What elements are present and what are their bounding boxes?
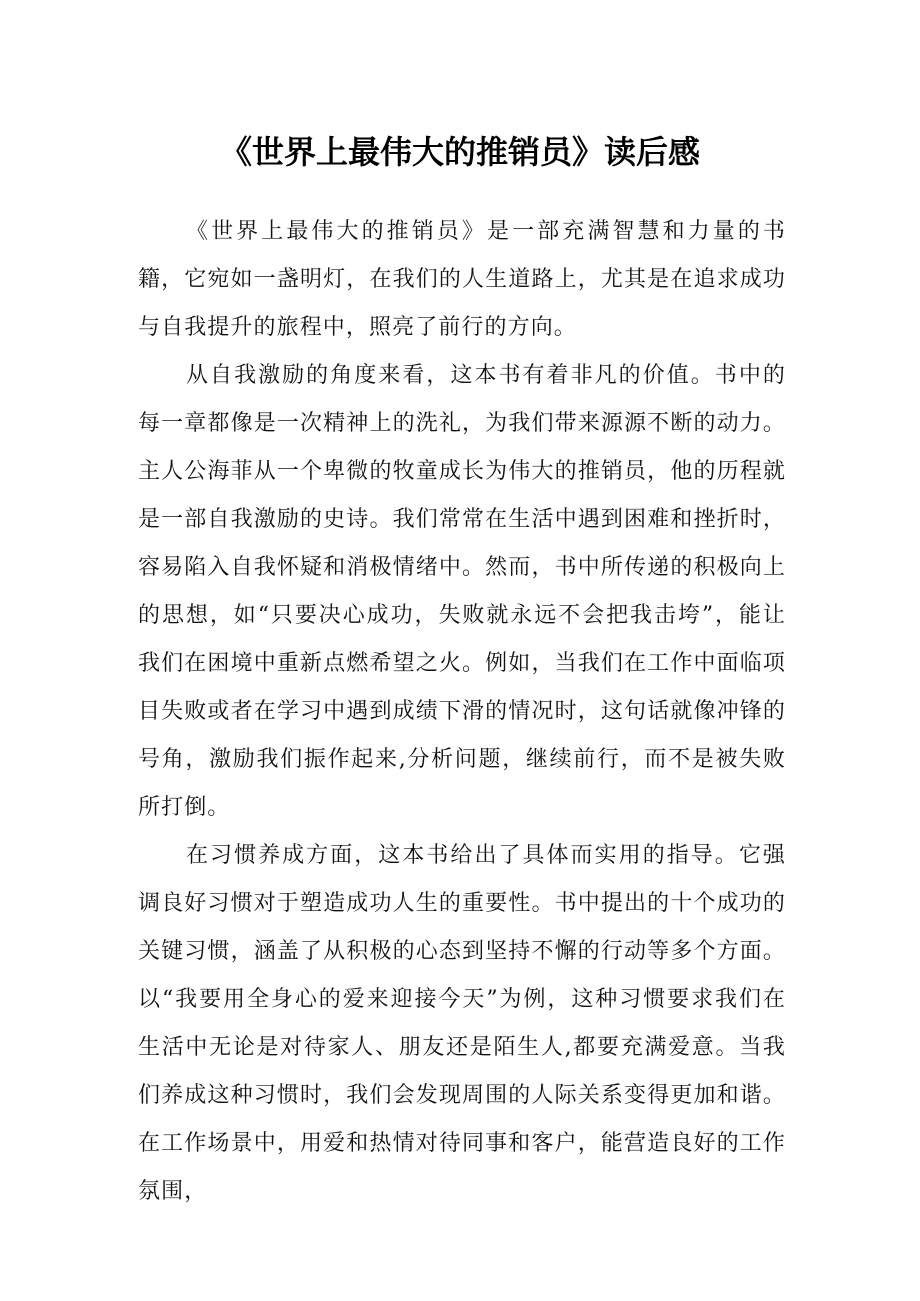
document-body [138, 208, 786, 1216]
paragraph-1: 《世界上最伟大的推销员》是一部充满智慧和力量的书籍，它宛如一盏明灯，在我们的人生道路上，尤其是在追求成功与自我提升的旅程中，照亮了前行的方向。 [138, 219, 786, 340]
document-title: 《世界上最伟大的推销员》读后感 [219, 133, 700, 171]
paragraph-2: 从自我激励的角度来看，这本书有着非凡的价值。书中的每一章都像是一次精神上的洗礼，为我们带来源源不断的动力。主人公海菲从一个卑微的牧童成长为伟大的推销员，他的历程就是一部自我激励的史诗。我们常常在生活中遇到困难和挫折时，容易陷入自我怀疑和消极情绪中。然而，书中所传递的积极向上的思想，如“只要决心成功，失败就永远不会把我击垮”，能让我们在困境中重新点燃希望之火。例如，当我们在工作中面临项目失败或者在学习中遇到成绩下滑的情况时，这句话就像冲锋的号角，激励我们振作起来,分析问题，继续前行，而不是被失败所打倒。 [138, 363, 786, 820]
paragraph-3: 在习惯养成方面，这本书给出了具体而实用的指导。它强调良好习惯对于塑造成功人生的重要性。书中提出的十个成功的关键习惯，涵盖了从积极的心态到坚持不懈的行动等多个方面。以“我要用全身心的爱来迎接今天”为例，这种习惯要求我们在生活中无论是对待家人、朋友还是陌生人,都要充满爱意。当我们养成这种习惯时，我们会发现周围的人际关系变得更加和谐。在工作场景中，用爱和热情对待同事和客户，能营造良好的工作氛围， [138, 843, 786, 1204]
